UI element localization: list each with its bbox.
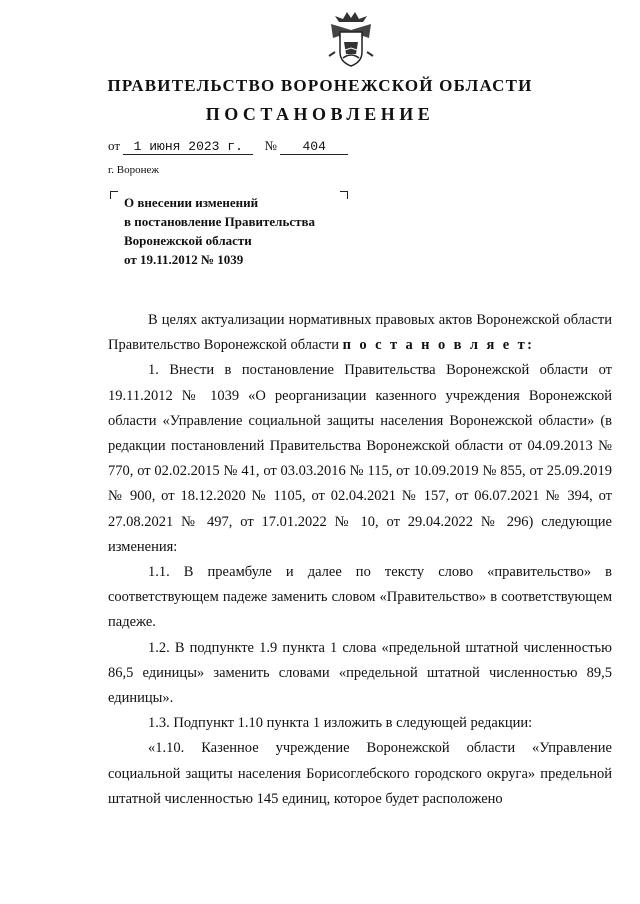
preamble-text: В целях актуализации нормативных правовых актов Воронежской области Правительство Воронежской области xyxy=(108,312,612,354)
city-label: г. Воронеж xyxy=(108,164,159,176)
number-sign: № xyxy=(264,138,277,153)
decree-date: 1 июня 2023 г. xyxy=(123,140,253,155)
subject-corner-left xyxy=(110,191,118,199)
coat-of-arms-emblem xyxy=(325,8,377,70)
decree-resolution-word: п о с т а н о в л я е т: xyxy=(342,337,535,354)
subject-line: в постановление Правительства xyxy=(124,214,316,229)
body-paragraph: 1.2. В подпункте 1.9 пункта 1 слова «предельной штатной численностью 86,5 единицы» заменить словами «предельной штатной численностью 89,5 единицы». xyxy=(108,639,612,707)
body-paragraph xyxy=(108,308,612,358)
subject-line: О внесении изменений xyxy=(124,195,259,210)
document-type-title: ПОСТАНОВЛЕНИЕ xyxy=(205,104,435,124)
body-paragraph: 1. Внести в постановление Правительства Воронежской области от 19.11.2012 № 1039 «О реорганизации казенного учреждения Воронежской области «Управление социальной защиты населения Воронежской области» (в редакции постановлений Правительства Воронежской области от 04.09.2013 № 770, от 02.02.2015 № 41, от 03.03.2016 № 115, от 10.09.2019 № 855, от 25.09.2019 № 900, от 18.12.2020 № 1105, от 02.04.2021 № 157, от 06.07.2021 № 394, от 27.08.2021 № 497, от 17.01.2022 № 10, от 29.04.2022 № 296) следующие изменения: xyxy=(108,362,612,555)
decree-number: 404 xyxy=(280,140,348,155)
subject-corner-right xyxy=(340,191,348,199)
government-title: ПРАВИТЕЛЬСТВО ВОРОНЕЖСКОЙ ОБЛАСТИ xyxy=(107,76,533,95)
subject-line: Воронежской области xyxy=(124,233,252,248)
body-paragraph: «1.10. Казенное учреждение Воронежской области «Управление социальной защиты населения Борисоглебского городского округа» предельной штатной численностью 145 единиц, которое будет расположено xyxy=(108,740,612,807)
date-number-line xyxy=(108,138,348,155)
decree-subject xyxy=(124,193,315,269)
body-paragraph: 1.1. В преамбуле и далее по тексту слово «правительство» в соответствующем падеже заменить словом «Правительство» в соответствующем падеже. xyxy=(108,564,612,631)
body-paragraph: 1.3. Подпункт 1.10 пункта 1 изложить в следующей редакции: xyxy=(148,715,533,732)
subject-line: от 19.11.2012 № 1039 xyxy=(124,252,244,267)
date-prefix: от xyxy=(108,138,121,153)
decree-body xyxy=(108,308,612,812)
